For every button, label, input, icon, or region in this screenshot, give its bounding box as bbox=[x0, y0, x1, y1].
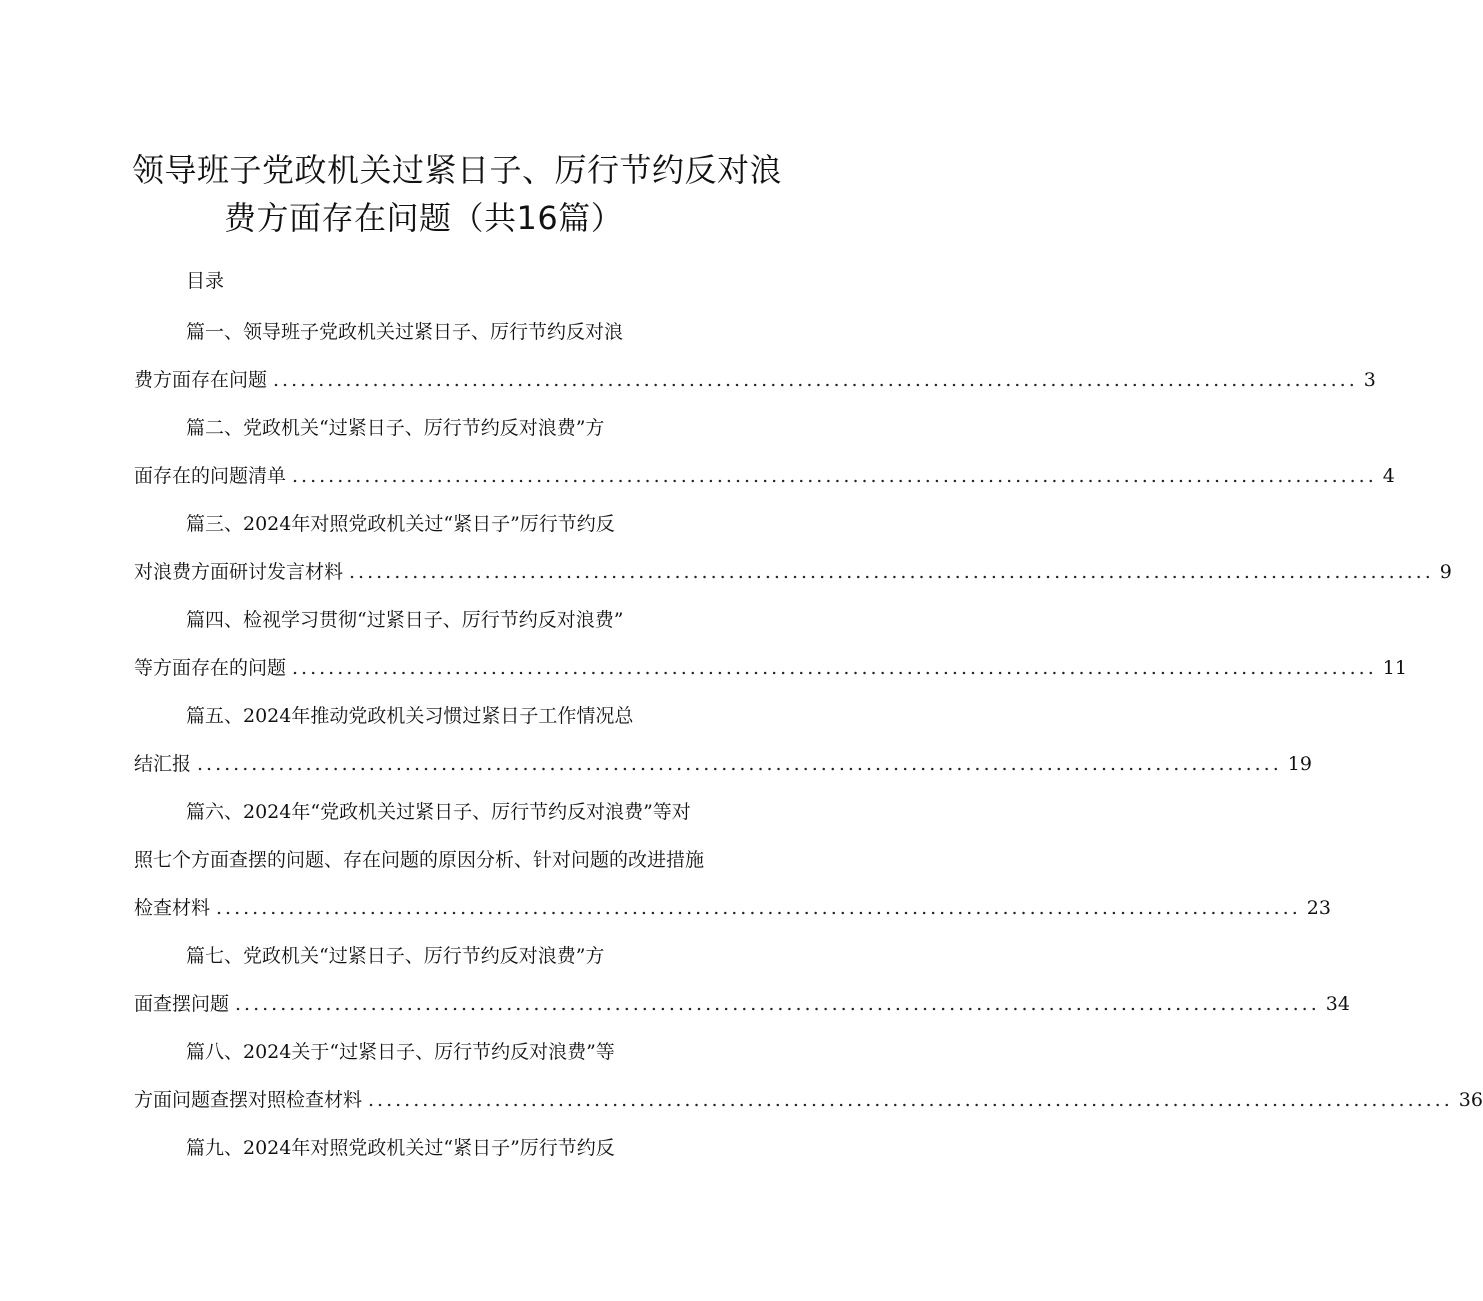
toc-page-number: 3 bbox=[1363, 369, 1376, 391]
toc-entry-leader-line bbox=[134, 364, 1376, 396]
toc-entry-title-end: 费方面存在问题 bbox=[134, 369, 268, 391]
toc-dot-leader: ........................................................................................................................ bbox=[292, 465, 1377, 487]
toc-page-number: 36 bbox=[1458, 1089, 1483, 1111]
toc-entry-leader-line bbox=[134, 556, 1452, 588]
document-title bbox=[120, 146, 820, 242]
toc-entry[interactable] bbox=[134, 316, 1376, 396]
toc-entry-title: 篇七、党政机关“过紧日子、厉行节约反对浪费”方 bbox=[186, 945, 605, 967]
toc-entry-title: 篇六、2024年“党政机关过紧日子、厉行节约反对浪费”等对 bbox=[186, 801, 691, 823]
toc-entry-title: 篇五、2024年推动党政机关习惯过紧日子工作情况总 bbox=[186, 705, 634, 727]
toc-page-number: 4 bbox=[1382, 465, 1395, 487]
toc-entry-title: 篇一、领导班子党政机关过紧日子、厉行节约反对浪 bbox=[186, 321, 624, 343]
title-line-1: 领导班子党政机关过紧日子、厉行节约反对浪 bbox=[132, 151, 783, 189]
toc-entry-title-end: 对浪费方面研讨发言材料 bbox=[134, 561, 344, 583]
toc-entry-leader-line bbox=[134, 1084, 1483, 1116]
toc-heading: 目录 bbox=[186, 270, 225, 292]
toc-dot-leader: ........................................................................................................................ bbox=[273, 369, 1358, 391]
toc-entry[interactable] bbox=[134, 796, 1331, 924]
toc-entry[interactable] bbox=[134, 1036, 1483, 1116]
toc-dot-leader: ........................................................................................................................ bbox=[368, 1089, 1453, 1111]
toc-entry[interactable] bbox=[134, 940, 1350, 1020]
table-of-contents bbox=[134, 316, 1483, 1164]
toc-entry[interactable] bbox=[134, 412, 1395, 492]
toc-entry-title: 篇四、检视学习贯彻“过紧日子、厉行节约反对浪费” bbox=[186, 609, 624, 631]
toc-entry[interactable] bbox=[134, 700, 1312, 780]
toc-entry-title: 篇九、2024年对照党政机关过“紧日子”厉行节约反 bbox=[186, 1137, 615, 1159]
toc-entry-title-end: 面查摆问题 bbox=[134, 993, 230, 1015]
toc-entry-title-continued: 照七个方面查摆的问题、存在问题的原因分析、针对问题的改进措施 bbox=[134, 849, 705, 871]
toc-entry[interactable] bbox=[134, 508, 1452, 588]
toc-entry-leader-line bbox=[134, 460, 1395, 492]
toc-entry-title: 篇二、党政机关“过紧日子、厉行节约反对浪费”方 bbox=[186, 417, 605, 439]
toc-dot-leader: ........................................................................................................................ bbox=[349, 561, 1434, 583]
toc-entry[interactable] bbox=[134, 604, 1407, 684]
toc-page-number: 34 bbox=[1325, 993, 1350, 1015]
toc-page-number: 9 bbox=[1439, 561, 1452, 583]
toc-entry-title-end: 等方面存在的问题 bbox=[134, 657, 287, 679]
toc-dot-leader: ........................................................................................................................ bbox=[197, 753, 1282, 775]
toc-entry-title-end: 面存在的问题清单 bbox=[134, 465, 287, 487]
toc-entry-title-end: 结汇报 bbox=[134, 753, 192, 775]
toc-dot-leader: ........................................................................................................................ bbox=[292, 657, 1377, 679]
toc-entry-leader-line bbox=[134, 748, 1312, 780]
toc-dot-leader: ........................................................................................................................ bbox=[216, 897, 1301, 919]
toc-entry-title-end: 方面问题查摆对照检查材料 bbox=[134, 1089, 363, 1111]
toc-entry-title: 篇八、2024关于“过紧日子、厉行节约反对浪费”等 bbox=[186, 1041, 615, 1063]
toc-entry-leader-line bbox=[134, 652, 1407, 684]
toc-entry-leader-line bbox=[134, 988, 1350, 1020]
toc-page-number: 23 bbox=[1306, 897, 1331, 919]
toc-entry-title: 篇三、2024年对照党政机关过“紧日子”厉行节约反 bbox=[186, 513, 615, 535]
toc-entry-leader-line bbox=[134, 892, 1331, 924]
toc-entry[interactable] bbox=[134, 1132, 784, 1164]
title-line-2: 费方面存在问题（共16篇） bbox=[224, 199, 624, 237]
toc-entry-title-end: 检查材料 bbox=[134, 897, 211, 919]
toc-page-number: 19 bbox=[1287, 753, 1312, 775]
toc-page-number: 11 bbox=[1382, 657, 1407, 679]
toc-dot-leader: ........................................................................................................................ bbox=[235, 993, 1320, 1015]
